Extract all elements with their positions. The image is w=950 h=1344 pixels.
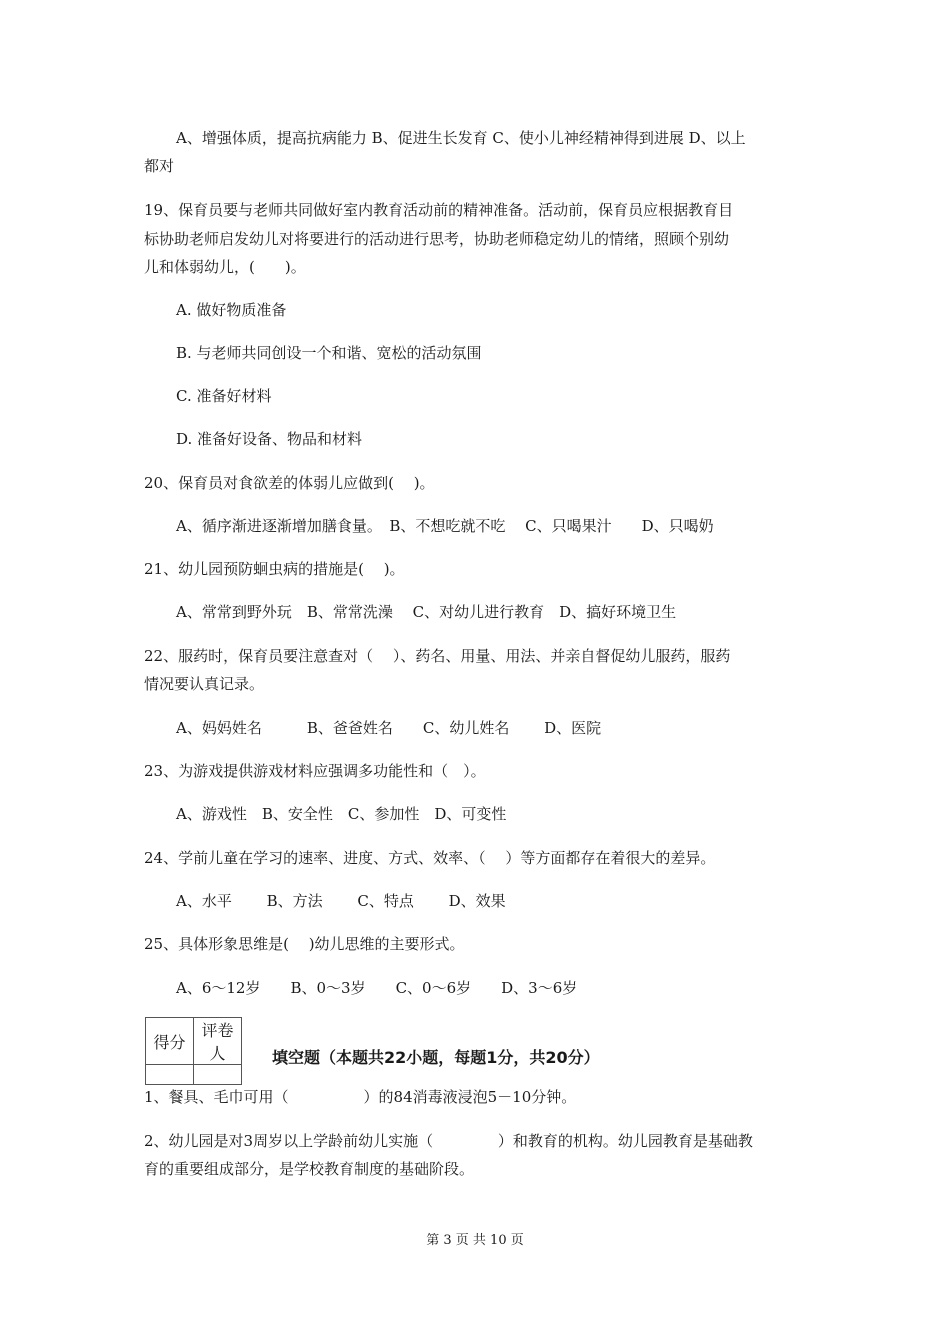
q22-stem-line2: 情况要认真记录。 bbox=[144, 675, 265, 693]
q18-options-line2: 都对 bbox=[144, 157, 175, 175]
q23-stem: 23、为游戏提供游戏材料应强调多功能性和（ ）。 bbox=[144, 762, 486, 780]
q24-stem: 24、学前儿童在学习的速率、进度、方式、效率、（ ）等方面都存在着很大的差异。 bbox=[144, 849, 716, 867]
q18-options-line1: A、增强体质，提高抗病能力 B、促进生长发育 C、使小儿神经精神得到进展 D、以上 bbox=[176, 129, 746, 147]
q21-options: A、常常到野外玩 B、常常洗澡 C、对幼儿进行教育 D、搞好环境卫生 bbox=[176, 603, 677, 621]
q20-stem: 20、保育员对食欲差的体弱儿应做到( )。 bbox=[144, 474, 435, 492]
q23-options: A、游戏性 B、安全性 C、参加性 D、可变性 bbox=[176, 805, 507, 823]
q19-option-b: B. 与老师共同创设一个和谐、宽松的活动氛围 bbox=[176, 344, 482, 362]
score-table bbox=[145, 1017, 242, 1085]
score-cell bbox=[146, 1065, 194, 1085]
grader-cell bbox=[194, 1065, 242, 1085]
q19-option-c: C. 准备好材料 bbox=[176, 387, 272, 405]
fill-q2-line1: 2、幼儿园是对3周岁以上学龄前幼儿实施（ ）和教育的机构。幼儿园教育是基础教 bbox=[144, 1132, 753, 1150]
score-header: 得分 bbox=[146, 1018, 194, 1065]
q21-stem: 21、幼儿园预防蛔虫病的措施是( )。 bbox=[144, 560, 405, 578]
q25-options: A、6～12岁 B、0～3岁 C、0～6岁 D、3～6岁 bbox=[176, 979, 578, 997]
q19-stem-line2: 标协助老师启发幼儿对将要进行的活动进行思考，协助老师稳定幼儿的情绪，照顾个别幼 bbox=[144, 230, 730, 248]
q25-stem: 25、具体形象思维是( )幼儿思维的主要形式。 bbox=[144, 935, 465, 953]
grader-header: 评卷人 bbox=[194, 1018, 242, 1065]
q22-options: A、妈妈姓名 B、爸爸姓名 C、幼儿姓名 D、医院 bbox=[176, 719, 602, 737]
q22-stem-line1: 22、服药时，保育员要注意查对（ ）、药名、用量、用法、并亲自督促幼儿服药，服药 bbox=[144, 647, 731, 665]
q20-options: A、循序渐进逐渐增加膳食量。 B、不想吃就不吃 C、只喝果汁 D、只喝奶 bbox=[176, 517, 714, 535]
fill-q2-line2: 育的重要组成部分，是学校教育制度的基础阶段。 bbox=[144, 1160, 475, 1178]
q19-option-a: A. 做好物质准备 bbox=[176, 301, 287, 319]
q19-stem-line1: 19、保育员要与老师共同做好室内教育活动前的精神准备。活动前，保育员应根据教育目 bbox=[144, 201, 734, 219]
page-footer: 第 3 页 共 10 页 bbox=[426, 1233, 524, 1248]
q24-options: A、水平 B、方法 C、特点 D、效果 bbox=[176, 892, 506, 910]
q19-option-d: D. 准备好设备、物品和材料 bbox=[176, 430, 363, 448]
fill-q1: 1、餐具、毛巾可用（ ）的84消毒液浸泡5－10分钟。 bbox=[144, 1088, 577, 1106]
q19-stem-line3: 儿和体弱幼儿，( )。 bbox=[144, 258, 306, 276]
section-title: 填空题（本题共22小题，每题1分，共20分） bbox=[272, 1048, 600, 1067]
